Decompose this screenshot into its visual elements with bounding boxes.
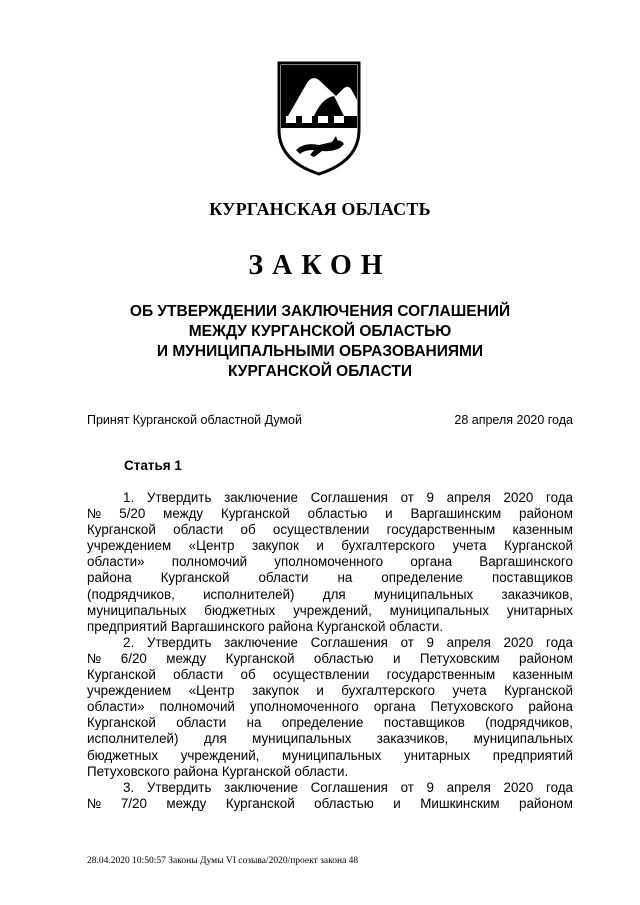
document-footer: 28.04.2020 10:50:57 Законы Думы VI созыва/2020/проект закона 48 [87,856,359,866]
paragraph-line: 2. Утвердить заключение Соглашения от 9 апреля 2020 года [123,634,573,650]
paragraph-line: Курганской области на определение поставщиков (подрядчиков, [87,715,573,731]
article-body [87,490,573,812]
paragraph-line: № 6/20 между Курганской областью и Петуховским районом [87,650,573,666]
paragraph-line: (подрядчиков, исполнителей) для муниципальных заказчиков, [87,586,573,602]
paragraph-line: учреждением «Центр закупок и бухгалтерского учета Курганской [87,683,573,699]
paragraph-line: муниципальных бюджетных учреждений, муниципальных унитарных [87,602,573,618]
paragraph-line: области» полномочий уполномоченного органа Варгашинского [87,554,573,570]
paragraph-line: № 5/20 между Курганской областью и Варгашинским районом [87,506,573,522]
title-line: И МУНИЦИПАЛЬНЫМИ ОБРАЗОВАНИЯМИ [156,343,484,360]
title-line: ОБ УТВЕРЖДЕНИИ ЗАКЛЮЧЕНИЯ СОГЛАШЕНИЙ [129,303,511,320]
paragraph-line: области» полномочий уполномоченного органа Петуховского района [87,699,573,715]
article-heading: Статья 1 [124,458,182,473]
adoption-info [87,413,573,431]
law-title [40,302,600,382]
paragraph-line: № 7/20 между Курганской областью и Мишкинским районом [87,795,573,811]
paragraph-line: Петуховского района Курганской области. [87,763,349,779]
paragraph-line: предприятий Варгашинского района Курганской области. [87,618,444,634]
title-line: МЕЖДУ КУРГАНСКОЙ ОБЛАСТЬЮ [188,323,452,340]
adopted-by: Принят Курганской областной Думой [87,413,302,427]
adoption-date: 28 апреля 2020 года [454,413,573,427]
paragraph-line: 1. Утвердить заключение Соглашения от 9 апреля 2020 года [123,490,573,505]
paragraph-line: 3. Утвердить заключение Соглашения от 9 апреля 2020 года [123,779,573,795]
title-line: КУРГАНСКОЙ ОБЛАСТИ [227,363,413,380]
paragraph-line: исполнителей) для муниципальных заказчиков, муниципальных [87,731,573,747]
paragraph-line: Курганской области об осуществлении государственным казенным [87,522,573,538]
paragraph-line: бюджетных учреждений, муниципальных унитарных предприятий [87,747,573,763]
document-type: ЗАКОН [248,250,392,281]
paragraph-line: учреждением «Центр закупок и бухгалтерского учета Курганской [87,538,573,554]
paragraph-line: района Курганской области на определение поставщиков [87,570,573,586]
coat-of-arms-icon [274,58,364,178]
region-name: КУРГАНСКАЯ ОБЛАСТЬ [209,199,431,219]
paragraph-line: Курганской области об осуществлении государственным казенным [87,667,573,683]
